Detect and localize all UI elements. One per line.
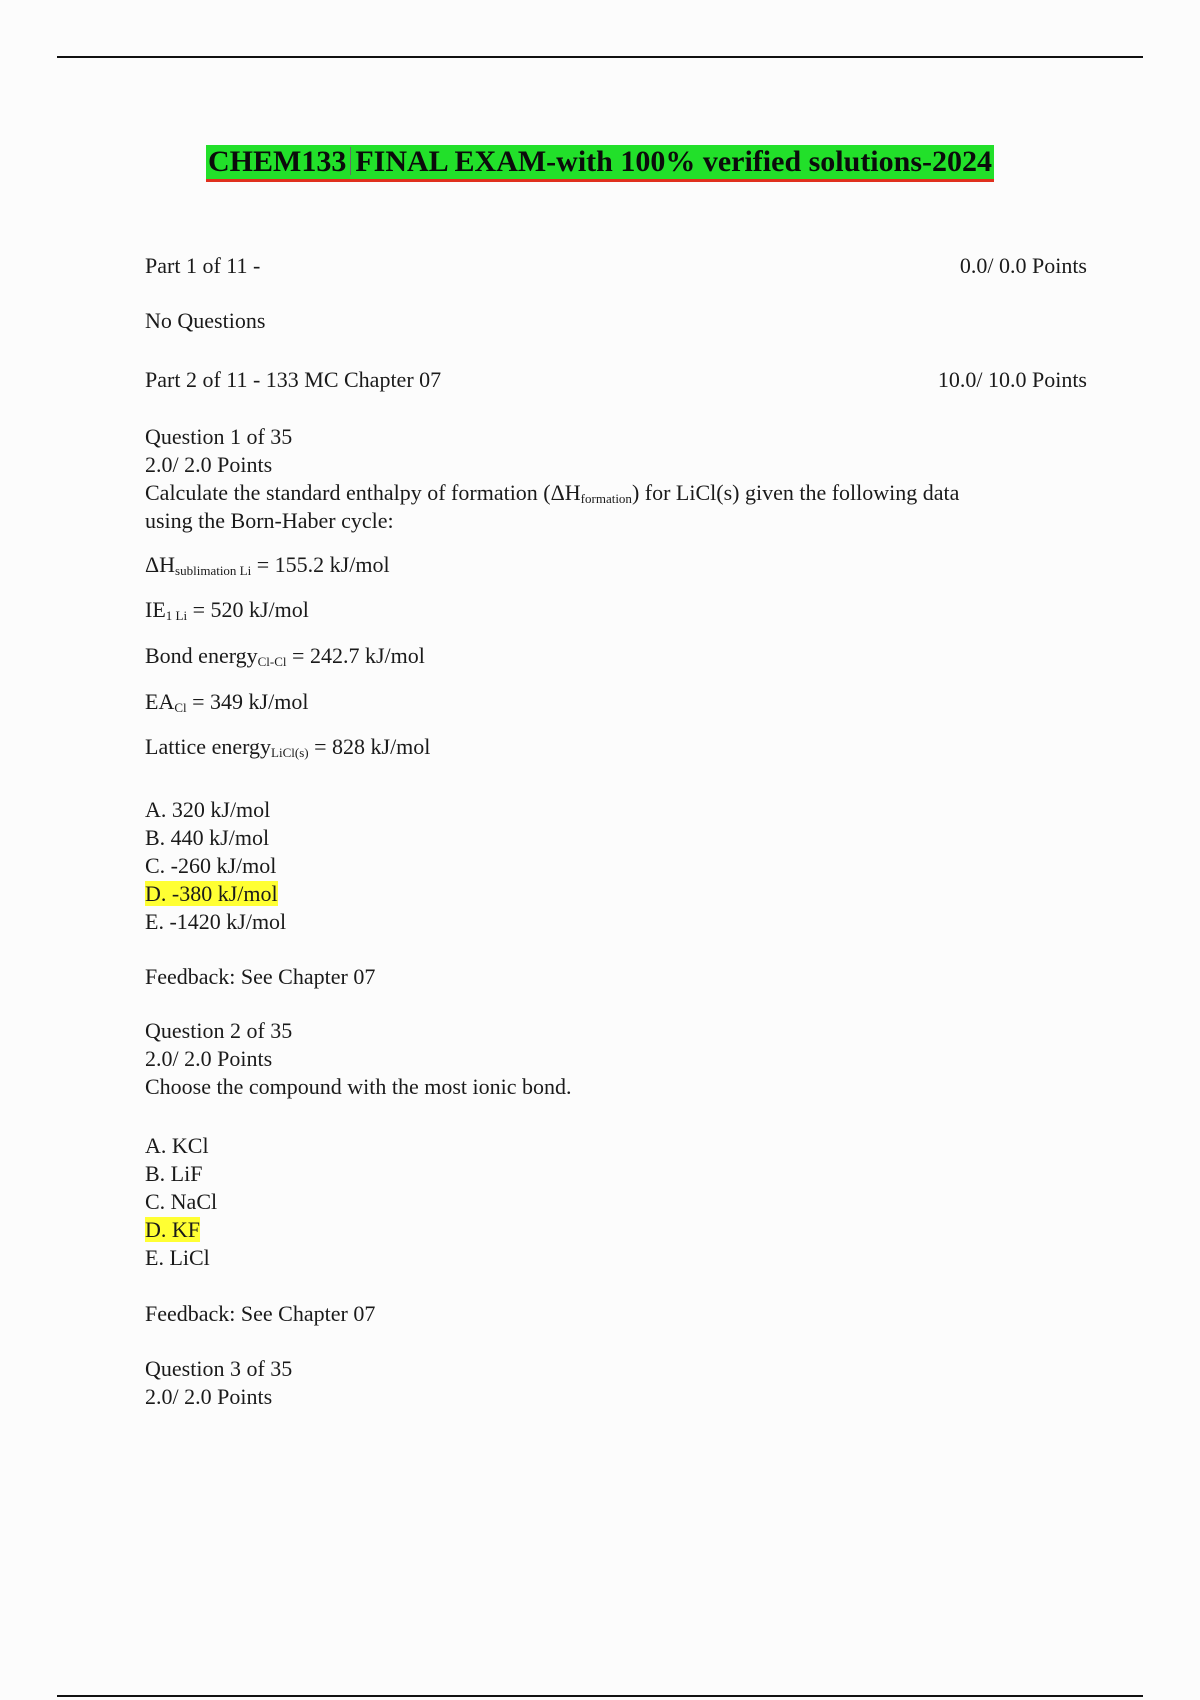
title-course: CHEM133 — [208, 145, 347, 178]
question-1-header: Question 1 of 35 — [145, 424, 293, 449]
part-2-points: 10.0/ 10.0 Points — [937, 367, 1087, 392]
bottom-rule — [57, 1695, 1143, 1697]
question-1-points: 2.0/ 2.0 Points — [145, 452, 273, 477]
prompt-pre: Calculate the standard enthalpy of formation (ΔH — [145, 480, 581, 505]
data-base: ΔH — [145, 552, 176, 577]
option-d-correct — [145, 1216, 200, 1244]
data-value: = 155.2 kJ/mol — [251, 552, 390, 577]
question-1-prompt — [145, 479, 959, 507]
prompt-post: ) for LiCl(s) given the following data — [631, 480, 960, 505]
data-sub: sublimation Li — [175, 563, 252, 578]
option-e: E. -1420 kJ/mol — [145, 909, 287, 934]
data-value: = 828 kJ/mol — [308, 734, 431, 759]
data-sub: Cl-Cl — [257, 654, 287, 669]
option-c: C. -260 kJ/mol — [145, 853, 277, 878]
part-1-note: No Questions — [145, 308, 266, 333]
document-title — [206, 145, 994, 182]
option-d-correct — [145, 880, 278, 908]
option-b: B. 440 kJ/mol — [145, 825, 270, 850]
question-1-feedback: Feedback: See Chapter 07 — [145, 964, 376, 989]
option-b: B. LiF — [145, 1161, 203, 1186]
option-a: A. KCl — [145, 1133, 209, 1158]
data-value: = 242.7 kJ/mol — [286, 643, 425, 668]
question-1-prompt-line2: using the Born-Haber cycle: — [145, 508, 394, 533]
data-base: Lattice energy — [145, 734, 272, 759]
data-base: EA — [145, 689, 175, 714]
data-base: IE — [145, 597, 166, 622]
part-1-points: 0.0/ 0.0 Points — [959, 253, 1087, 278]
data-sub: LiCl(s) — [271, 745, 309, 760]
option-c: C. NaCl — [145, 1189, 218, 1214]
part-1-label: Part 1 of 11 - — [145, 253, 261, 278]
question-2-points: 2.0/ 2.0 Points — [145, 1046, 273, 1071]
question-2-header: Question 2 of 35 — [145, 1018, 293, 1043]
question-3-header: Question 3 of 35 — [145, 1356, 293, 1381]
part-2-label: Part 2 of 11 - 133 MC Chapter 07 — [145, 367, 442, 392]
title-container — [0, 145, 1200, 182]
data-line — [145, 596, 309, 624]
data-line — [145, 688, 308, 716]
data-sub: 1 Li — [165, 608, 188, 623]
option-e: E. LiCl — [145, 1245, 210, 1270]
question-3-points: 2.0/ 2.0 Points — [145, 1384, 273, 1409]
answer-highlight: D. -380 kJ/mol — [145, 881, 278, 906]
data-line — [145, 551, 390, 579]
data-sub: Cl — [174, 700, 187, 715]
title-separator — [350, 147, 351, 175]
data-line — [145, 733, 430, 761]
option-a: A. 320 kJ/mol — [145, 797, 271, 822]
answer-highlight: D. KF — [145, 1217, 201, 1242]
top-rule — [57, 56, 1143, 58]
question-2-feedback: Feedback: See Chapter 07 — [145, 1301, 376, 1326]
data-base: Bond energy — [145, 643, 258, 668]
title-text: FINAL EXAM-with 100% verified solutions-2024 — [355, 145, 992, 178]
question-2-prompt: Choose the compound with the most ionic bond. — [145, 1074, 572, 1099]
data-value: = 520 kJ/mol — [187, 597, 309, 622]
data-line — [145, 642, 425, 670]
prompt-sub: formation — [580, 491, 632, 506]
data-value: = 349 kJ/mol — [186, 689, 309, 714]
